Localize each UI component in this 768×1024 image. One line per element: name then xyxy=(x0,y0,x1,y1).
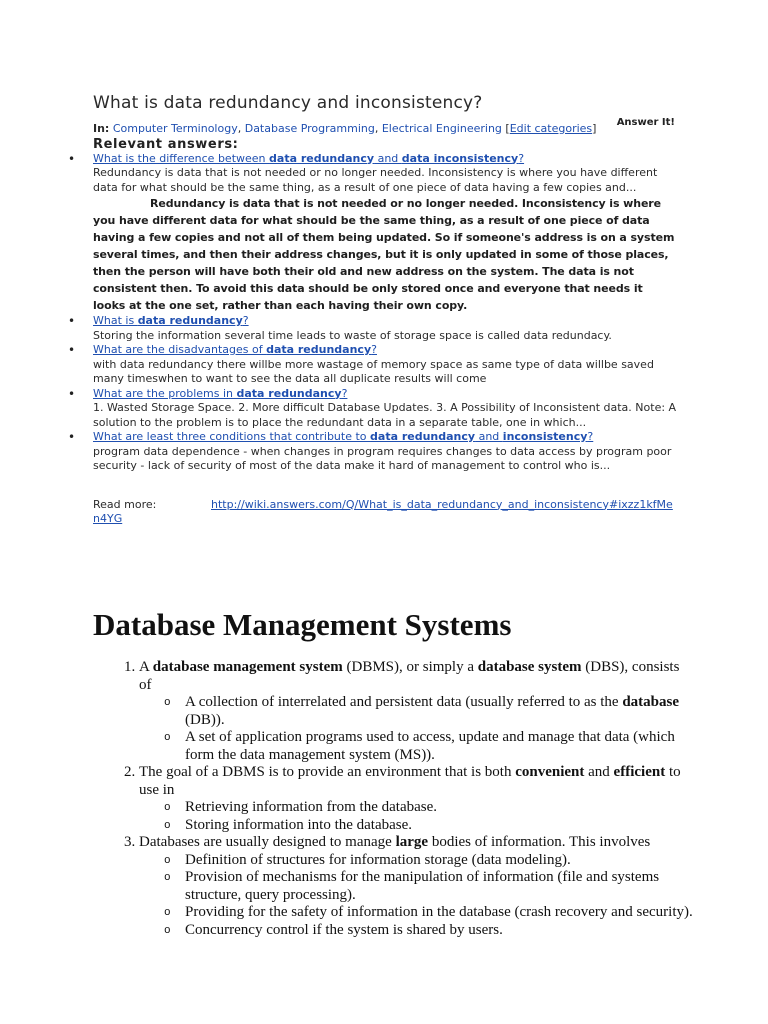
sub-list xyxy=(139,852,693,940)
read-more-link[interactable]: http://wiki.answers.com/Q/What_is_data_redundancy_and_inconsistency#ixzz1kfMen4YG xyxy=(93,497,673,525)
answer-link[interactable]: What are the problems in data redundancy? xyxy=(93,386,348,400)
list-item: 3. Databases are usually designed to manage large bodies of information. This involves o Definition of structures for information storage (data modeling). o Provision of mechanisms for the manipulation of information (file and systems structure, query processing). o Providing for the safety of information in the database (crash recovery and security). o Concurrency control if the system is shared by users. xyxy=(139,834,693,939)
answer-snippet: Storing the information several time leads to waste of storage space is called data redundacy. xyxy=(93,328,612,342)
list-item: o Definition of structures for information storage (data modeling). xyxy=(185,852,693,870)
answers-list xyxy=(93,152,678,474)
category-link[interactable]: Computer Terminology xyxy=(112,122,238,135)
list-item xyxy=(93,343,678,387)
answer-it-label: Answer It! xyxy=(616,117,675,128)
list-item: o Retrieving information from the database. xyxy=(185,799,693,817)
list-item xyxy=(93,314,678,343)
section-heading: Database Management Systems xyxy=(93,607,512,642)
dbms-section xyxy=(93,605,693,939)
answer-full-text: Redundancy is data that is not needed or no longer needed. Inconsistency is where you have different data for what should be the same thing, as a result of one piece of data having a few copies and not all of them being updated. So if someone's address is on a system several times, and then their address changes, but it is only updated in some of those places, then the person will have both their old and new address on the system. The data is not consistent then. To avoid this data should be only stored once and everyone that needs it looks at the one set, rather than each having their own copy. xyxy=(93,197,675,312)
dbms-list xyxy=(93,659,693,939)
list-item: o Providing for the safety of information in the database (crash recovery and security). xyxy=(185,904,693,922)
list-item: o A set of application programs used to access, update and manage that data (which form the data management system (MS)). xyxy=(185,729,693,764)
list-item xyxy=(93,152,678,315)
category-line: In: Computer Terminology, Database Programming, Electrical Engineering [Edit categories] xyxy=(93,122,597,135)
answer-snippet: with data redundancy there willbe more wastage of memory space as same type of data willbe saved many timeswhen to want to see the data all duplicate results will come xyxy=(93,357,654,385)
sub-list xyxy=(139,799,693,834)
answer-link[interactable]: What is the difference between data redundancy and data inconsistency? xyxy=(93,151,525,165)
list-item xyxy=(93,387,678,431)
list-item: o Storing information into the database. xyxy=(185,817,693,835)
answer-link[interactable]: What are the disadvantages of data redundancy? xyxy=(93,343,377,356)
list-item: 2. The goal of a DBMS is to provide an environment that is both convenient and efficient to use in o Retrieving information from the database. o Storing information into the database. xyxy=(139,764,693,834)
answer-snippet: Redundancy is data that is not needed or no longer needed. Inconsistency is where you have different data for what should be the same thing, as a result of one piece of data having a few copies and... xyxy=(93,166,658,194)
answer-snippet: program data dependence - when changes in program requires changes to data access by program poor security - lack of security of most of the data make it hard of management to control who is... xyxy=(93,444,672,472)
answer-snippet: 1. Wasted Storage Space. 2. More difficult Database Updates. 3. A Possibility of Inconsistent data. Note: A solution to the problem is to place the redundant data in a separate table, one in which... xyxy=(93,401,677,429)
read-more xyxy=(93,498,678,527)
list-item: 1. A database management system (DBMS), or simply a database system (DBS), consists of o A collection of interrelated and persistent data (usually referred to as the database (DB)). o A set of application programs used to access, update and manage that data (which form the data management system (MS)). xyxy=(139,659,693,764)
question-title: What is data redundancy and inconsistency? xyxy=(93,93,483,113)
list-item: o Provision of mechanisms for the manipulation of information (file and systems structure, query processing). xyxy=(185,869,693,904)
in-label: In: xyxy=(93,122,110,135)
sub-list xyxy=(139,694,693,764)
read-more-label: Read more: xyxy=(93,497,157,511)
list-item xyxy=(93,430,678,474)
category-link[interactable]: Database Programming xyxy=(244,122,375,135)
edit-categories-link[interactable]: Edit categories xyxy=(509,122,593,135)
list-item: o A collection of interrelated and persistent data (usually referred to as the database (DB)). xyxy=(185,694,693,729)
answer-link[interactable]: What is data redundancy? xyxy=(93,314,249,327)
category-link[interactable]: Electrical Engineering xyxy=(381,122,502,135)
answer-link[interactable]: What are least three conditions that contribute to data redundancy and inconsistency? xyxy=(93,430,594,443)
answers-excerpt xyxy=(93,92,678,527)
list-item: o Concurrency control if the system is shared by users. xyxy=(185,922,693,940)
relevant-answers-heading: Relevant answers: xyxy=(93,136,239,152)
